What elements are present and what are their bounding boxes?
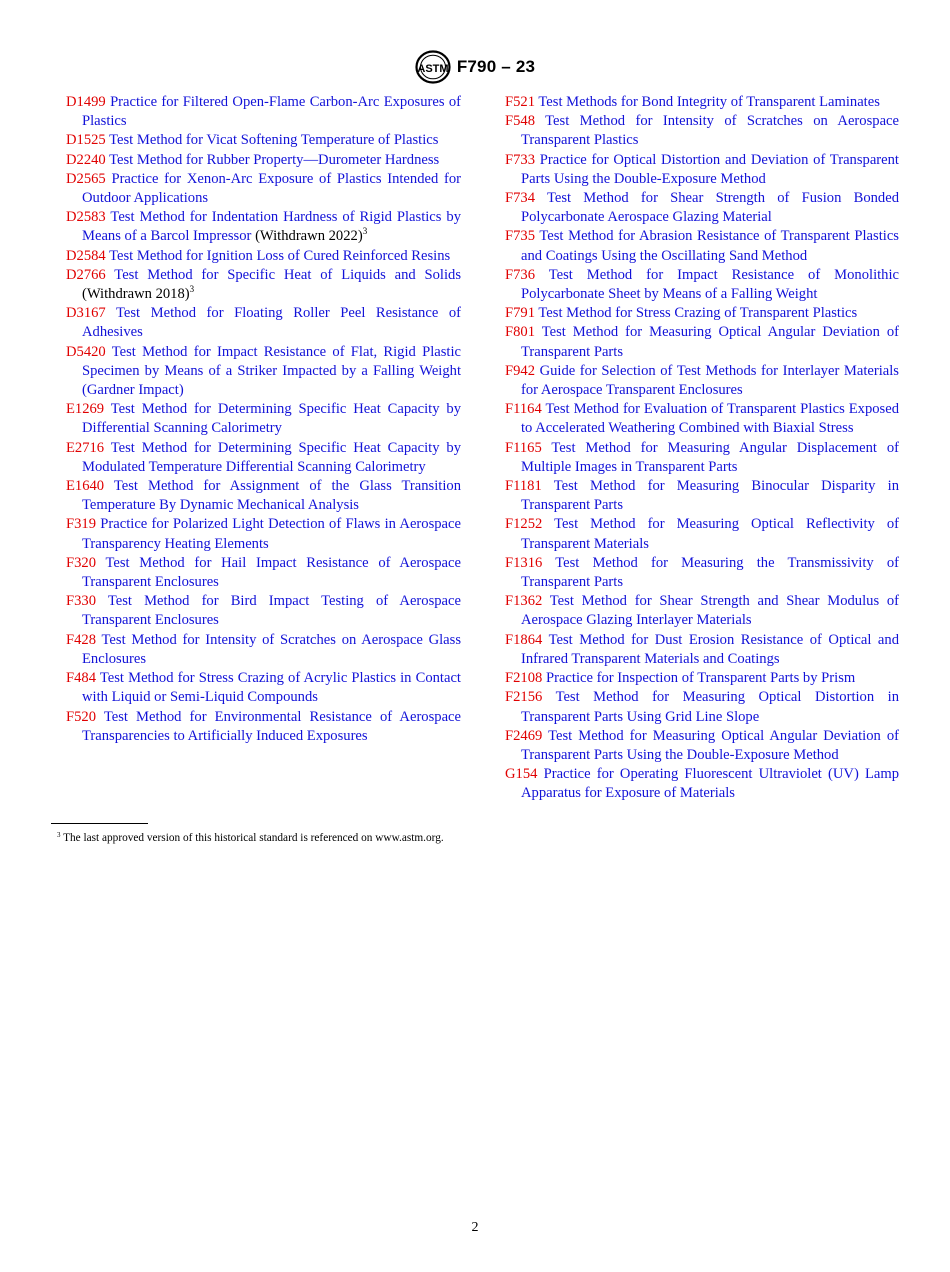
withdrawn-note xyxy=(82,286,194,302)
reference-entry xyxy=(505,266,899,304)
standard-title-link[interactable]: Test Method for Evaluation of Transparent Plastics Exposed to Accelerated Weathering Combined with Biaxial Stress xyxy=(521,401,899,437)
standard-title-link[interactable]: Test Method for Measuring Binocular Disparity in Transparent Parts xyxy=(521,478,899,514)
standard-title-link[interactable]: Test Method for Ignition Loss of Cured Reinforced Resins xyxy=(109,247,451,264)
standard-title-link[interactable]: Test Method for Indentation Hardness of Rigid Plastics by Means of a Barcol Impressor xyxy=(82,209,462,245)
reference-entry xyxy=(66,208,461,246)
standard-title-link[interactable]: Test Methods for Bond Integrity of Transparent Laminates xyxy=(538,94,880,110)
referenced-documents-left-column xyxy=(66,93,461,746)
standard-title-link[interactable]: Test Method for Hail Impact Resistance of Aerospace Transparent Enclosures xyxy=(82,554,461,591)
standard-title-link[interactable]: Test Method for Environmental Resistance of Aerospace Transparencies to Artificially Induced Exposures xyxy=(82,708,462,744)
standard-code-link[interactable]: F942 xyxy=(505,362,536,379)
reference-entry xyxy=(505,323,899,361)
document-designation: F790 – 23 xyxy=(456,57,536,76)
standard-title-link[interactable]: Practice for Filtered Open-Flame Carbon-Arc Exposures of Plastics xyxy=(82,94,461,130)
standard-code-link[interactable]: F733 xyxy=(505,151,536,168)
standard-title-link[interactable]: Test Method for Stress Crazing of Acrylic Plastics in Contact with Liquid or Semi-Liquid Compounds xyxy=(82,670,461,706)
standard-code-link[interactable]: D3167 xyxy=(66,305,106,322)
standard-code-link[interactable]: G154 xyxy=(505,766,538,783)
standard-title-link[interactable]: Practice for Polarized Light Detection of Flaws in Aerospace Transparency Heating Elements xyxy=(82,516,461,552)
reference-entry xyxy=(505,554,899,592)
standard-code-link[interactable]: F1164 xyxy=(505,401,542,418)
standard-code-link[interactable]: F1316 xyxy=(505,554,543,571)
reference-entry xyxy=(505,727,899,765)
standard-title-link[interactable]: Test Method for Abrasion Resistance of Transparent Plastics and Coatings Using the Oscillating Sand Method xyxy=(521,228,899,264)
standard-title-link[interactable]: Test Method for Bird Impact Testing of Aerospace Transparent Enclosures xyxy=(82,593,461,629)
standard-title-link[interactable]: Test Method for Intensity of Scratches on Aerospace Glass Enclosures xyxy=(82,631,462,667)
astm-logo-text: ASTM xyxy=(417,63,449,75)
reference-entry xyxy=(66,247,461,266)
standard-title-link[interactable]: Practice for Optical Distortion and Deviation of Transparent Parts Using the Double-Exposure Method xyxy=(521,151,899,187)
reference-entry xyxy=(505,477,899,515)
standard-title-link[interactable]: Test Method for Measuring Angular Displacement of Multiple Images in Transparent Parts xyxy=(521,439,899,475)
reference-entry xyxy=(505,189,899,227)
page-number: 2 xyxy=(471,1220,479,1235)
standard-title-link[interactable]: Test Method for Measuring the Transmissivity of Transparent Parts xyxy=(521,554,899,591)
standard-title-link[interactable]: Test Method for Determining Specific Heat Capacity by Differential Scanning Calorimetry xyxy=(82,401,461,437)
standard-code-link[interactable]: F2108 xyxy=(505,670,543,687)
reference-entry xyxy=(505,304,899,323)
reference-entry xyxy=(66,266,461,304)
standard-code-link[interactable]: F320 xyxy=(66,554,97,571)
footnote xyxy=(51,831,461,847)
reference-entry xyxy=(66,708,461,746)
standard-code-link[interactable]: F330 xyxy=(66,593,97,610)
reference-entry xyxy=(66,554,461,592)
reference-entry xyxy=(505,669,899,688)
standard-code-link[interactable]: F1252 xyxy=(505,516,543,533)
standard-code-link[interactable]: F428 xyxy=(66,631,97,648)
standard-code-link[interactable]: F736 xyxy=(505,266,536,283)
standard-code-link[interactable]: E1269 xyxy=(66,401,105,418)
standard-code-link[interactable]: F2156 xyxy=(505,689,543,706)
reference-entry xyxy=(66,304,461,342)
standard-code-link[interactable]: D2766 xyxy=(66,266,106,283)
footnote-reference[interactable]: 3 xyxy=(189,284,195,295)
reference-entry xyxy=(66,93,461,131)
reference-entry xyxy=(505,112,899,150)
reference-entry xyxy=(505,93,899,112)
standard-title-link[interactable]: Test Method for Vicat Softening Temperature of Plastics xyxy=(109,132,439,149)
reference-entry xyxy=(66,477,461,515)
reference-entry xyxy=(66,669,461,707)
standard-title-link[interactable]: Test Method for Measuring Optical Angular Deviation of Transparent Parts xyxy=(521,324,900,360)
standard-title-link[interactable]: Test Method for Stress Crazing of Transparent Plastics xyxy=(538,305,858,322)
standard-code-link[interactable]: F521 xyxy=(505,94,536,110)
standard-code-link[interactable]: F520 xyxy=(66,708,97,725)
standard-code-link[interactable]: D1499 xyxy=(66,94,106,110)
standard-title-link[interactable]: Test Method for Dust Erosion Resistance of Optical and Infrared Transparent Materials and Coatings xyxy=(521,631,899,667)
standard-title-link[interactable]: Test Method for Shear Strength of Fusion Bonded Polycarbonate Aerospace Glazing Material xyxy=(521,190,899,226)
footnote-marker: 3 xyxy=(57,831,61,839)
reference-entry xyxy=(505,688,899,726)
standard-title-link[interactable]: Test Method for Shear Strength and Shear Modulus of Aerospace Glazing Interlayer Materials xyxy=(521,593,899,629)
reference-entry xyxy=(505,151,899,189)
reference-entry xyxy=(505,439,899,477)
reference-entry xyxy=(505,631,899,669)
reference-entry xyxy=(66,592,461,630)
standard-code-link[interactable]: F2469 xyxy=(505,727,543,744)
reference-entry xyxy=(66,439,461,477)
reference-entry xyxy=(66,170,461,208)
reference-entry xyxy=(66,343,461,401)
standard-title-link[interactable]: Test Method for Assignment of the Glass Transition Temperature By Dynamic Mechanical Analysis xyxy=(82,478,461,514)
reference-entry xyxy=(505,765,899,803)
standard-title-link[interactable]: Practice for Xenon-Arc Exposure of Plastics Intended for Outdoor Applications xyxy=(82,170,461,207)
standard-code-link[interactable]: F1362 xyxy=(505,593,543,610)
standard-code-link[interactable]: D2240 xyxy=(66,151,106,168)
standard-code-link[interactable]: D2565 xyxy=(66,170,106,187)
standard-title-link[interactable]: Test Method for Measuring Optical Angular Deviation of Transparent Parts Using the Double-Exposure Method xyxy=(521,727,899,763)
standard-code-link[interactable]: F548 xyxy=(505,113,536,130)
standard-code-link[interactable]: F1165 xyxy=(505,439,542,456)
standard-title-link[interactable]: Test Method for Floating Roller Peel Resistance of Adhesives xyxy=(82,305,461,341)
reference-entry xyxy=(66,151,461,170)
standard-title-link[interactable]: Practice for Inspection of Transparent Parts by Prism xyxy=(545,670,856,687)
withdrawn-note-text: (Withdrawn 2018) xyxy=(82,286,190,303)
referenced-documents-right-column xyxy=(505,93,899,804)
standard-code-link[interactable]: F791 xyxy=(505,305,536,322)
reference-entry xyxy=(505,400,899,438)
standard-code-link[interactable]: F1864 xyxy=(505,631,543,648)
footnote-divider xyxy=(51,823,148,824)
reference-entry xyxy=(505,515,899,553)
astm-logo-icon xyxy=(415,50,451,84)
standard-title-link[interactable]: Practice for Operating Fluorescent Ultraviolet (UV) Lamp Apparatus for Exposure of Materials xyxy=(521,766,899,802)
standard-code-link[interactable]: F1181 xyxy=(505,478,542,495)
reference-entry xyxy=(505,227,899,265)
standard-title-link[interactable]: Test Method for Impact Resistance of Flat, Rigid Plastic Specimen by Means of a Striker Impacted by a Falling Weight (Gardner Impact) xyxy=(82,343,461,399)
reference-entry xyxy=(66,400,461,438)
standard-title-link[interactable]: Test Method for Specific Heat of Liquids and Solids xyxy=(114,266,461,283)
standard-title-link[interactable]: Test Method for Measuring Optical Reflectivity of Transparent Materials xyxy=(521,516,899,552)
standard-code-link[interactable]: F484 xyxy=(66,670,97,687)
reference-entry xyxy=(66,131,461,150)
footnote-reference[interactable]: 3 xyxy=(362,226,368,237)
standard-title-link[interactable]: Guide for Selection of Test Methods for Interlayer Materials for Aerospace Transparent Enclosures xyxy=(521,362,899,399)
standard-code-link[interactable]: D5420 xyxy=(66,343,106,360)
standard-code-link[interactable]: F735 xyxy=(505,228,536,245)
standard-code-link[interactable]: E1640 xyxy=(66,478,105,495)
standard-code-link[interactable]: D2584 xyxy=(66,247,106,264)
reference-entry xyxy=(505,362,899,400)
reference-entry xyxy=(66,631,461,669)
standard-code-link[interactable]: E2716 xyxy=(66,439,105,456)
standard-code-link[interactable]: F734 xyxy=(505,190,536,207)
withdrawn-note-text: (Withdrawn 2022) xyxy=(255,228,363,245)
standard-title-link[interactable]: Test Method for Measuring Optical Distortion in Transparent Parts Using Grid Line Slope xyxy=(521,689,899,725)
reference-entry xyxy=(505,592,899,630)
footnote-text: The last approved version of this historical standard is referenced on www.astm.org. xyxy=(63,832,444,844)
standard-code-link[interactable]: D2583 xyxy=(66,209,106,226)
standard-title-link[interactable]: Test Method for Intensity of Scratches on Aerospace Transparent Plastics xyxy=(521,113,899,149)
page-header xyxy=(0,50,950,84)
standard-code-link[interactable]: F801 xyxy=(505,324,536,341)
standard-title-link[interactable]: Test Method for Rubber Property—Durometer Hardness xyxy=(109,151,440,168)
standard-title-link[interactable]: Test Method for Impact Resistance of Monolithic Polycarbonate Sheet by Means of a Falling Weight xyxy=(521,266,900,303)
reference-entry xyxy=(66,515,461,553)
withdrawn-note xyxy=(255,228,367,244)
standard-code-link[interactable]: D1525 xyxy=(66,132,106,149)
standard-title-link[interactable]: Test Method for Determining Specific Heat Capacity by Modulated Temperature Differential Scanning Calorimetry xyxy=(82,439,461,475)
standard-code-link[interactable]: F319 xyxy=(66,516,97,533)
